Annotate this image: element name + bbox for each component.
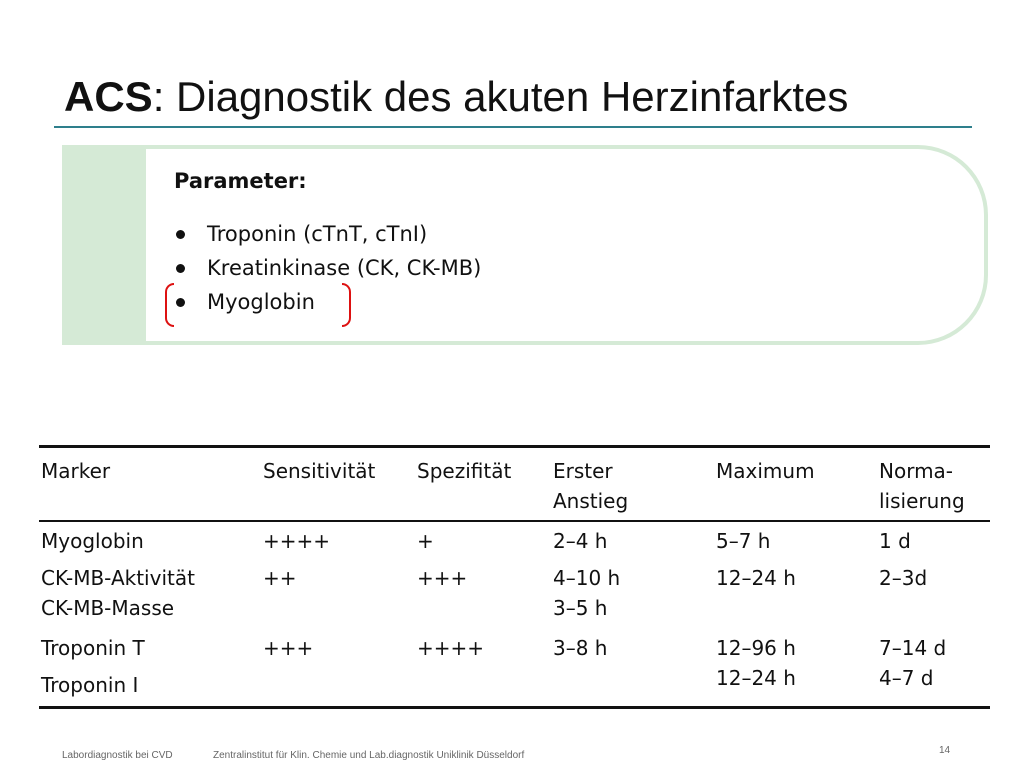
cell-line: 3–5 h bbox=[553, 595, 608, 620]
header-normalization-line: lisierung bbox=[879, 489, 965, 513]
header-maximum: Maximum bbox=[714, 447, 877, 521]
cell-marker: Myoglobin bbox=[41, 528, 144, 553]
slide-title bbox=[64, 72, 848, 122]
header-sensitivity: Sensitivität bbox=[261, 447, 415, 521]
header-normalization-line: Norma- bbox=[879, 459, 954, 483]
highlight-bracket-right bbox=[342, 283, 351, 327]
cell-line: 4–10 h bbox=[553, 565, 621, 590]
parameter-item-label: Kreatinkinase (CK, CK-MB) bbox=[207, 256, 482, 280]
table-row bbox=[39, 521, 990, 563]
footer-left: Labordiagnostik bei CVD bbox=[62, 750, 173, 761]
bullet-icon bbox=[176, 298, 185, 307]
table-header-row bbox=[39, 447, 990, 521]
page-number: 14 bbox=[939, 745, 951, 756]
cell-line: 7–14 d bbox=[879, 635, 947, 660]
header-first-rise-line: Anstieg bbox=[553, 489, 629, 513]
cell-line: 4–7 d bbox=[879, 665, 934, 690]
slide-title-acronym: ACS bbox=[64, 73, 153, 120]
bullet-icon bbox=[176, 230, 185, 239]
cell-line: 12–24 h bbox=[716, 665, 796, 690]
table-row bbox=[39, 631, 990, 708]
parameter-item-label: Myoglobin bbox=[207, 290, 315, 314]
cell-normalization bbox=[877, 631, 990, 708]
header-first-rise-line: Erster bbox=[553, 459, 613, 483]
cell-marker bbox=[39, 563, 261, 631]
marker-table bbox=[39, 445, 990, 709]
parameter-item-troponin bbox=[174, 217, 481, 251]
header-specificity: Spezifität bbox=[415, 447, 551, 521]
cell-normalization: 1 d bbox=[879, 528, 911, 553]
parameter-box-strip bbox=[62, 145, 146, 345]
header-marker: Marker bbox=[39, 447, 261, 521]
cell-maximum: 5–7 h bbox=[716, 528, 771, 553]
cell-specificity: + bbox=[417, 528, 434, 553]
parameter-list bbox=[174, 217, 481, 319]
cell-normalization: 2–3d bbox=[879, 565, 928, 590]
cell-line: CK-MB-Masse bbox=[41, 595, 175, 620]
cell-sensitivity: ++++ bbox=[263, 528, 331, 553]
cell-marker bbox=[39, 631, 261, 708]
cell-maximum bbox=[714, 631, 877, 708]
header-normalization bbox=[877, 447, 990, 521]
footer-center: Zentralinstitut für Klin. Chemie und Lab.diagnostik Uniklinik Düsseldorf bbox=[213, 750, 525, 761]
title-underline bbox=[54, 126, 972, 128]
cell-line: 12–96 h bbox=[716, 635, 796, 660]
parameter-item-myoglobin bbox=[174, 285, 481, 319]
cell-line: Troponin I bbox=[41, 672, 139, 697]
parameter-item-kreatinkinase bbox=[174, 251, 481, 285]
slide-title-text: : Diagnostik des akuten Herzinfarktes bbox=[152, 73, 849, 120]
bullet-icon bbox=[176, 264, 185, 273]
cell-first-rise: 3–8 h bbox=[551, 631, 714, 708]
parameter-heading: Parameter: bbox=[174, 169, 307, 193]
cell-line: Troponin T bbox=[41, 635, 145, 660]
header-first-rise bbox=[551, 447, 714, 521]
cell-specificity: +++ bbox=[417, 565, 468, 590]
cell-maximum: 12–24 h bbox=[716, 565, 796, 590]
table-row bbox=[39, 563, 990, 631]
cell-sensitivity: ++ bbox=[263, 565, 297, 590]
parameter-item-label: Troponin (cTnT, cTnI) bbox=[207, 222, 428, 246]
cell-first-rise: 2–4 h bbox=[553, 528, 608, 553]
cell-line: CK-MB-Aktivität bbox=[41, 565, 195, 590]
cell-first-rise bbox=[551, 563, 714, 631]
cell-sensitivity: +++ bbox=[261, 631, 415, 708]
cell-specificity: ++++ bbox=[415, 631, 551, 708]
parameter-box bbox=[62, 145, 990, 345]
highlight-bracket-left bbox=[165, 283, 174, 327]
